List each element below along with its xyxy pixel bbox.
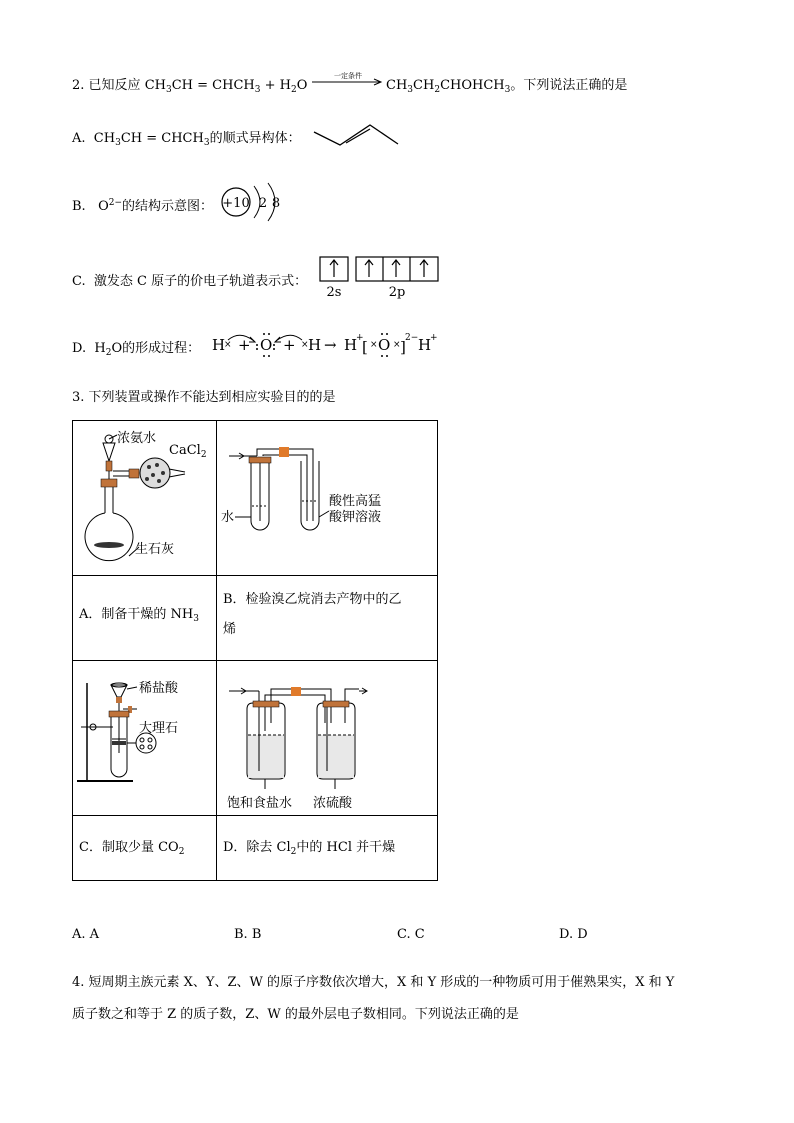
svg-text:酸钾溶液: 酸钾溶液	[329, 510, 382, 525]
q3-option-c: C. C	[397, 927, 425, 942]
q2-stem-suffix: 。下列说法正确的是	[510, 78, 628, 93]
svg-text:H: H	[418, 336, 432, 354]
svg-text:CaCl2: CaCl$_2$	[169, 443, 207, 460]
svg-text:H: H	[212, 336, 226, 354]
cell-a-caption: A．制备干燥的 $NH_3$	[73, 576, 217, 661]
orbital-diagram	[316, 255, 442, 303]
svg-text:+: +	[356, 333, 364, 343]
ethylene-test-apparatus	[217, 421, 437, 571]
q2-option-b: B. $O^{2-}$的结构示意图：	[72, 198, 214, 214]
q2-option-c: C. 激发态 C 原子的价电子轨道表示式：	[72, 274, 308, 289]
cell-b-caption: B．检验溴乙烷消去产物中的乙 烯	[217, 576, 438, 661]
svg-text:+: +	[430, 333, 438, 343]
q3-apparatus-table	[72, 420, 438, 881]
svg-text:O: O	[260, 336, 273, 354]
ammonia-drying-apparatus	[73, 421, 216, 571]
q2-reactant: $CH_3CH$ = $CHCH_3 + H_2O$	[144, 78, 308, 95]
svg-text:[: [	[362, 338, 368, 356]
svg-text:×: ×	[301, 340, 309, 350]
label-2s: 2s	[326, 285, 342, 300]
svg-text:生石灰: 生石灰	[135, 542, 175, 557]
q3-option-a: A. A	[72, 927, 100, 942]
svg-text:稀盐酸: 稀盐酸	[139, 681, 179, 696]
shell-1-electrons: 2	[258, 196, 268, 211]
q2-stem-prefix: 已知反应	[88, 78, 141, 93]
q3-option-b: B. B	[234, 927, 262, 942]
q2-stem	[72, 74, 307, 95]
q2-reaction-arrow	[310, 70, 386, 90]
svg-text:酸性高猛: 酸性高猛	[329, 494, 382, 509]
svg-text:2−: 2−	[405, 333, 419, 343]
svg-text:×: ×	[370, 340, 378, 350]
label-2p: 2p	[388, 285, 406, 300]
svg-text:]: ]	[400, 338, 406, 356]
svg-text:→: →	[324, 336, 337, 354]
cis-butene-skeletal-formula	[312, 120, 404, 150]
q4-line-1: 4. 短周期主族元素 X、Y、Z、W 的原子序数依次增大，X 和 Y 形成的一种物质可用于催熟果实，X 和 Y	[72, 975, 675, 990]
svg-text:H: H	[344, 336, 358, 354]
svg-text:H: H	[308, 336, 322, 354]
svg-text:×: ×	[224, 340, 232, 350]
q3-option-d: D. D	[559, 927, 588, 942]
svg-text:饱和食盐水: 饱和食盐水	[227, 796, 293, 811]
nucleus-charge: +10	[222, 196, 250, 211]
svg-text:水: 水	[221, 510, 235, 525]
svg-text:+: +	[283, 336, 296, 354]
q2-condition: 一定条件	[334, 72, 362, 80]
cell-d-diagram	[217, 661, 438, 816]
shell-2-electrons: 8	[271, 196, 281, 211]
q2-option-a: A. $CH_3CH$ = $CHCH_3$的顺式异构体：	[72, 131, 301, 148]
chlorine-purification-apparatus	[217, 661, 437, 811]
cell-b-diagram	[217, 421, 438, 576]
svg-text:浓硫酸: 浓硫酸	[313, 796, 353, 811]
cell-c-caption: C．制取少量 $CO_2$	[73, 816, 217, 881]
cell-c-diagram	[73, 661, 217, 816]
cell-a-diagram	[73, 421, 217, 576]
q2-option-d: D. $H_2O$的形成过程：	[72, 341, 201, 358]
svg-text:×: ×	[393, 340, 401, 350]
svg-text:+: +	[238, 336, 251, 354]
carbon-dioxide-apparatus	[73, 661, 216, 811]
svg-text:O: O	[378, 336, 391, 354]
q3-stem: 3. 下列装置或操作不能达到相应实验目的的是	[72, 390, 336, 405]
cell-d-caption: D．除去 $Cl_2$中的 HCl 并干燥	[217, 816, 438, 881]
water-formation-electron-diagram	[210, 326, 446, 360]
svg-text:大理石: 大理石	[139, 721, 179, 736]
q4-line-2: 质子数之和等于 Z 的质子数，Z、W 的最外层电子数相同。下列说法正确的是	[72, 1007, 519, 1022]
q2-number: 2.	[72, 78, 85, 93]
svg-text:浓氨水: 浓氨水	[117, 431, 157, 446]
oxygen-ion-structure-diagram	[218, 180, 288, 224]
q2-product: $CH_3CH_2CHOHCH_3$。下列说法正确的是	[386, 78, 628, 95]
